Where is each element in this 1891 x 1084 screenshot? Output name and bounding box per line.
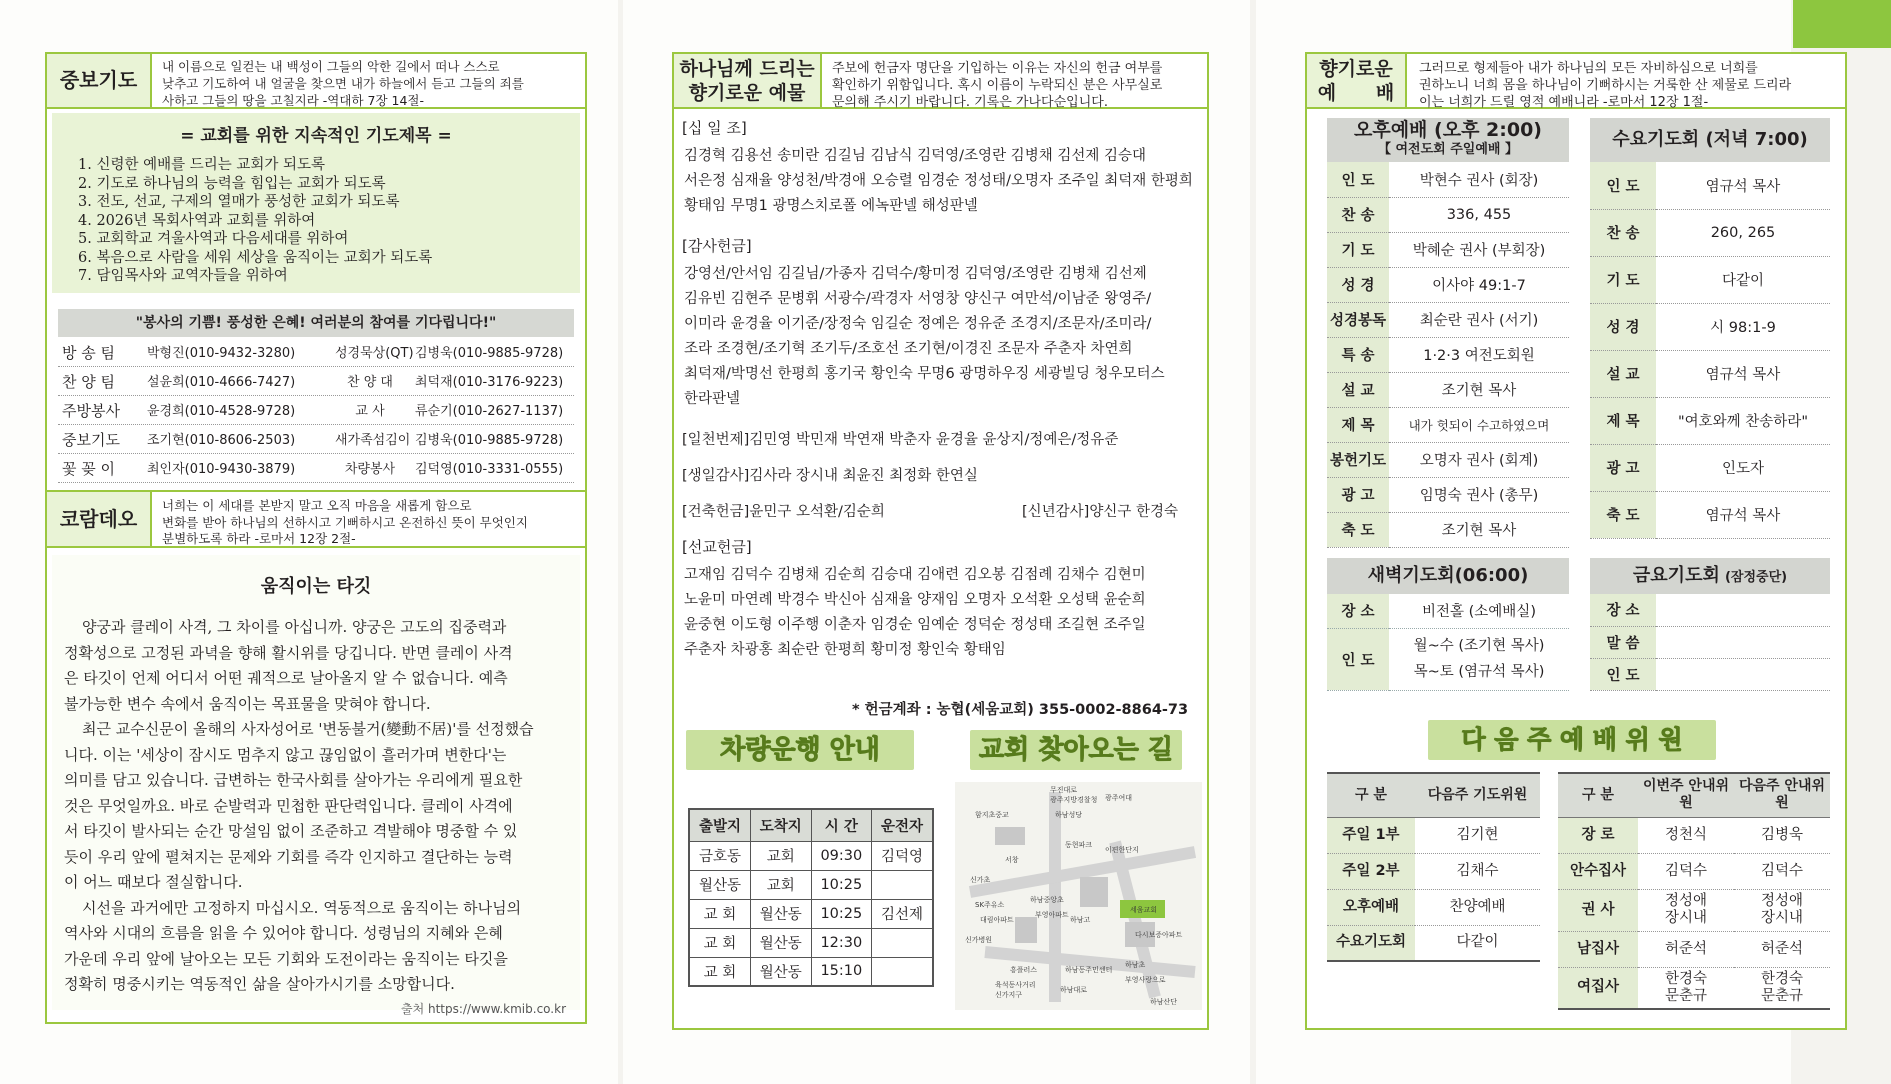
fri-role: 말 씀 [1590,626,1656,658]
worship-verse-1: 그러므로 형제들아 내가 하나님의 모든 자비하심으로 너희를 [1419,61,1758,76]
next-header-cell: 다음주 기도위원 [1415,773,1540,817]
fri-value [1656,626,1830,658]
service-role: 설 교 [1327,372,1389,407]
team-cell: 박형진(010-9432-3280) [147,346,296,361]
worship-title-1: 향기로운 [1319,58,1393,80]
article-line: 시선을 과거에만 고정하지 마십시오. 역동적으로 움직이는 하나님의 [82,898,522,917]
service-value: 임명숙 권사 (총무) [1389,477,1569,512]
offering-names: 황태임 무명1 광명스치로폴 에녹판넬 해성판넬 [684,198,978,214]
map-label: 부영사랑으로 [1125,976,1166,984]
prayer-item: 6. 복음으로 사람을 세워 세상을 움직이는 교회가 되도록 [78,249,433,266]
service-value: 내가 헛되이 수고하였으며 [1389,407,1569,442]
map-title: 교회 찾아오는 길 [970,730,1182,770]
bus-cell [872,957,933,986]
article-title: 움직이는 타깃 [260,576,372,597]
map-label: 부영아파트 [1035,911,1069,919]
prayer-item: 5. 교회학교 겨울사역과 다음세대를 위하여 [78,231,349,247]
article-source: 출처 https://www.kmib.co.kr [401,1002,566,1016]
bus-cell: 월산동 [689,870,750,899]
offering-names: 한라판넬 [684,391,741,407]
map-label: 하남대로 [1060,986,1088,994]
service-row [1590,350,1830,397]
coram-verse-3: 분별하도록 하라 -로마서 12장 2절- [162,531,356,546]
pm-title: 오후예배 (오후 2:00) [1354,119,1542,141]
next-row [1558,889,1830,931]
service-banner: "봉사의 기쁨! 풍성한 은혜! 여러분의 참여를 기다립니다!" [58,309,574,337]
map-label: 신가지구 [995,991,1023,999]
next-header-cell: 구 분 [1327,773,1415,817]
worship-header [1307,54,1845,109]
pray-title: 중보기도 [47,54,152,107]
offering-inline [1022,500,1178,521]
service-role: 성경봉독 [1327,302,1389,337]
next-row [1327,853,1540,889]
bus-cell: 교 회 [689,899,750,928]
dawn-place: 비전홀 (소예배실) [1389,594,1569,628]
offering-names: 조라 조경현/조기혁 조기두/조호선 조기현/이경진 조문자 주춘자 차연희 [684,341,1133,357]
next-name: 찬양예배 [1415,889,1540,925]
offering-names: 윤민구 오석환/김순희 [749,504,885,520]
service-role: 기 도 [1590,256,1656,303]
next-header-cell: 다음주 안내위원 [1734,773,1830,817]
fri-row [1590,594,1830,626]
service-role: 광 고 [1327,477,1389,512]
bus-row [689,928,933,957]
next-name: 김채수 [1415,853,1540,889]
fri-header [1590,558,1830,594]
article-line: 이 어느 때보다 절실합니다. [64,873,243,891]
service-value: 염규석 목사 [1656,162,1830,209]
map-label: 신가초 [970,876,991,884]
service-value: 336, 455 [1389,197,1569,232]
offering-section-label: [일천번제] [682,432,750,448]
coram-verse-1: 너희는 이 세대를 본받지 말고 오직 마음을 새롭게 함으로 [162,498,472,513]
bus-cell: 교회 [750,870,811,899]
pm-subtitle: 【 여전도회 주일예배 】 [1377,142,1519,157]
next-row [1558,931,1830,967]
bus-cell: 월산동 [750,899,811,928]
next-name: 정성애 장시내 [1638,889,1734,931]
map-label: 동현파크 [1065,841,1093,849]
team-cell: 새가족섬김이 [335,433,411,448]
offering-names: 강영선/안서임 김길님/가종자 김덕수/황미정 김덕영/조영란 김병채 김선제 [684,266,1147,282]
wed-table [1590,162,1830,539]
next-role: 장 로 [1558,817,1638,853]
map-label: 하남중앙초 [1030,896,1064,904]
fri-table [1590,594,1830,691]
service-value: 염규석 목사 [1656,350,1830,397]
next-name: 한경숙 문춘규 [1734,967,1830,1009]
next-role: 안수집사 [1558,853,1638,889]
fri-title: 금요기도회 [1632,565,1720,586]
map-label: 대림아파트 [980,916,1014,924]
map-label: 광주여대 [1105,794,1133,802]
bus-cell: 김덕영 [872,841,933,870]
offering-inline [682,500,885,521]
offering-notice-1: 주보에 헌금자 명단을 기입하는 이유는 자신의 헌금 여부를 [832,61,1163,76]
bus-cell: 월산동 [750,957,811,986]
next-row [1327,925,1540,961]
service-role: 제 목 [1590,397,1656,444]
bus-cell: 09:30 [811,841,871,870]
service-value: 박혜순 권사 (부회장) [1389,232,1569,267]
map-label: 세움교회 [1130,906,1158,914]
next-row [1327,817,1540,853]
team-cell: 성경묵상(QT) [335,346,414,361]
team-cell: 꽃 꽂 이 [62,460,116,478]
offering-names: 서은정 심재율 양성천/박경애 오승렬 임경순 정성태/오명자 조주일 최덕재 한평희 [684,173,1193,189]
offering-notice-3: 문의해 주시기 바랍니다. 기록은 가나다순입니다. [832,95,1108,110]
team-cell: 중보기도 [62,431,120,449]
bus-header-row [689,809,933,841]
team-cell: 교 사 [355,404,385,419]
offering-header [674,54,1207,109]
service-row [1590,397,1830,444]
next-name: 김덕수 [1638,853,1734,889]
service-row [1327,267,1569,302]
offering-names: 양신구 한경숙 [1089,504,1178,520]
offering-inline [682,428,1118,449]
service-value: 260, 265 [1656,209,1830,256]
service-row [1327,372,1569,407]
offering-names: 윤중현 이도형 이주행 이춘자 임경순 임예순 정덕순 정성태 조길현 조주일 [684,617,1146,633]
next-name: 다같이 [1415,925,1540,961]
prayer-item: 3. 전도, 선교, 구제의 열매가 풍성한 교회가 되도록 [78,194,400,210]
next-name: 김덕수 [1734,853,1830,889]
worship-verse-2: 권하노니 너희 몸을 하나님이 기뻐하시는 거룩한 산 제물로 드리라 [1419,78,1792,93]
next-left-table [1327,772,1540,962]
next-row [1558,967,1830,1009]
map-label: 흥플러스 [1010,966,1038,974]
service-role: 성 경 [1590,303,1656,350]
map-label: 서창 [1005,856,1019,864]
team-cell: 최덕재(010-3176-9223) [415,375,564,390]
team-cell: 김덕영(010-3331-0555) [415,462,564,477]
offering-title-1: 하나님께 드리는 [679,58,815,80]
offering-title [674,54,822,107]
service-row [1590,444,1830,491]
next-title: 다 음 주 예 배 위 원 [1428,720,1716,760]
offering-names: 김유빈 김현주 문병휘 서광수/곽경자 서영창 양신구 여만석/이남준 왕영주/ [684,291,1152,307]
map-label: 광주지방경찰청 [1050,796,1098,804]
dawn-lead-2: 목~토 (염규석 목사) [1413,664,1545,680]
team-divider [58,424,574,425]
next-role: 권 사 [1558,889,1638,931]
team-cell: 최인자(010-9430-3879) [147,462,296,477]
service-role: 성 경 [1327,267,1389,302]
service-row [1327,512,1569,547]
service-value: 오명자 권사 (회계) [1389,442,1569,477]
service-row [1590,491,1830,538]
next-right-table [1558,772,1830,1010]
next-role: 주일 2부 [1327,853,1415,889]
bus-cell: 교 회 [689,957,750,986]
offering-section-label: [생일감사] [682,468,750,484]
service-value: "여호와께 찬송하라" [1656,397,1830,444]
worship-title [1307,54,1407,107]
map-label: SK주유소 [975,901,1005,909]
article-line: 양궁과 클레이 사격, 그 차이를 아십니까. 양궁은 고도의 집중력과 [82,618,507,636]
map-label: 하남산단 [1150,998,1178,1006]
pray-verse-2: 낮추고 기도하여 내 얼굴을 찾으면 내가 하늘에서 듣고 그들의 죄를 [162,76,524,91]
next-name: 허준석 [1638,931,1734,967]
bus-header-cell: 시 간 [811,809,871,841]
service-row [1327,477,1569,512]
bus-header-cell: 도착지 [750,809,811,841]
service-value: 이사야 49:1-7 [1389,267,1569,302]
pray-header [47,54,585,109]
service-row [1327,197,1569,232]
bus-cell: 교 회 [689,928,750,957]
coram-header [47,490,585,548]
map-label: 무진대로 [1050,786,1078,794]
fri-note: (잠정중단) [1724,570,1788,585]
team-divider [58,453,574,454]
offering-names: 이미라 윤경율 이기준/장정숙 임길순 정예은 정유준 조경지/조문자/조미라/ [684,316,1152,332]
service-role: 제 목 [1327,407,1389,442]
pray-verse-1: 내 이름으로 일컫는 내 백성이 그들의 악한 길에서 떠나 스스로 [162,59,500,74]
next-row [1558,853,1830,889]
pm-header [1327,118,1569,162]
prayer-item: 7. 담임목사와 교역자들을 위하여 [78,268,288,284]
team-cell: 윤경희(010-4528-9728) [147,404,296,419]
next-role: 수요기도회 [1327,925,1415,961]
service-role: 특 송 [1327,337,1389,372]
team-cell: 찬 양 팀 [62,373,116,391]
bus-cell: 10:25 [811,899,871,928]
bus-cell: 10:25 [811,870,871,899]
team-divider [58,366,574,367]
next-name: 허준석 [1734,931,1830,967]
article-line: 불가능한 변수 속에서 움직이는 목표물을 맞혀야 합니다. [64,694,431,713]
pm-table [1327,162,1569,548]
bus-cell: 월산동 [750,928,811,957]
service-role: 광 고 [1590,444,1656,491]
offering-section-label: [신년감사] [1022,504,1090,520]
fri-value [1656,594,1830,626]
service-value: 염규석 목사 [1656,491,1830,538]
bus-cell: 12:30 [811,928,871,957]
worship-verse-3: 이는 너희가 드릴 영적 예배니라 -로마서 12장 1절- [1419,95,1709,110]
service-row [1590,303,1830,350]
team-divider [58,395,574,396]
prayer-item: 4. 2026년 목회사역과 교회를 위하여 [78,212,316,229]
offering-inline [682,464,978,485]
church-map [955,782,1202,1010]
dawn-header: 새벽기도회(06:00) [1327,558,1569,594]
fri-value [1656,658,1830,690]
map-label: 육석동사거리 [995,981,1036,989]
offering-names: 고재임 김덕수 김병채 김순희 김승대 김애련 김오봉 김점례 김채수 김현미 [684,567,1146,583]
offering-names: 노윤미 마연례 박경수 박신아 심재율 양재임 오명자 오석환 오성택 윤순희 [684,592,1146,608]
service-role: 인 도 [1327,162,1389,197]
offering-names: 최덕재/박명선 한평희 홍기국 황인숙 무명6 광명하우징 세광빌딩 청우모터스 [684,366,1165,382]
account-info: * 헌금계좌 : 농협(세움교회) 355-0002-8864-73 [852,702,1189,718]
next-name: 한경숙 문춘규 [1638,967,1734,1009]
corner-accent [1793,0,1891,48]
bus-title: 차량운행 안내 [686,730,914,770]
article-line: 서 타깃이 발사되는 순간 망설임 없이 조준하고 격발해야 명중할 수 있 [64,822,518,840]
next-row [1327,889,1540,925]
bus-cell [872,870,933,899]
prayer-item: 1. 신령한 예배를 드리는 교회가 되도록 [78,157,325,173]
dawn-place-label: 장 소 [1327,594,1389,628]
service-value: 조기현 목사 [1389,512,1569,547]
fri-role: 인 도 [1590,658,1656,690]
next-header-row [1558,773,1830,817]
next-name: 김기현 [1415,817,1540,853]
wed-header: 수요기도회 (저녁 7:00) [1590,118,1830,162]
bus-table [688,808,934,987]
service-role: 봉헌기도 [1327,442,1389,477]
next-row [1558,817,1830,853]
bus-row [689,899,933,928]
offering-section-label: [십 일 조] [682,119,747,137]
bus-header-cell: 운전자 [872,809,933,841]
article-line: 듯이 우리 앞에 펼쳐지는 문제와 기회를 즉각 인지하고 결단하는 능력 [64,847,513,866]
team-cell: 조기현(010-8606-2503) [147,433,296,448]
service-role: 인 도 [1590,162,1656,209]
fri-row [1590,658,1830,690]
offering-names: 김경혁 김용선 송미란 김길님 김남식 김덕영/조영란 김병채 김선제 김승대 [684,148,1146,164]
team-cell: 김병욱(010-9885-9728) [415,433,564,448]
service-value: 인도자 [1656,444,1830,491]
bus-cell: 교회 [750,841,811,870]
service-role: 축 도 [1590,491,1656,538]
article-line: 정확성으로 고정된 과녁을 향해 활시위를 당깁니다. 반면 클레이 사격 [64,643,513,662]
offering-names: 김사라 장시내 최윤진 최정화 한연실 [749,468,978,484]
map-label: 하남고 [1070,916,1091,924]
coram-title: 코람데오 [47,492,152,546]
prayer-heading: = 교회를 위한 지속적인 기도제목 = [180,126,452,146]
team-cell: 김병욱(010-9885-9728) [415,346,564,361]
offering-title-2: 향기로운 예물 [688,82,806,104]
next-name: 정성애 장시내 [1734,889,1830,931]
offering-section-label: [선교헌금] [682,538,752,556]
team-cell: 찬 양 대 [347,375,393,390]
map-label: 신가병원 [965,936,993,944]
bus-cell: 15:10 [811,957,871,986]
service-value: 다같이 [1656,256,1830,303]
team-cell: 주방봉사 [62,402,120,420]
service-role: 설 교 [1590,350,1656,397]
offering-section-label: [감사헌금] [682,237,752,255]
coram-verse-2: 변화를 받아 하나님의 선하시고 기뻐하시고 온전하신 뜻이 무엇인지 [162,515,528,530]
map-label: 다시보증아파트 [1135,931,1183,939]
article-line: 최근 교수신문이 올해의 사자성어로 '변동불거(變動不居)'를 선정했습 [82,720,534,738]
service-value: 1·2·3 여전도회원 [1389,337,1569,372]
service-row [1327,407,1569,442]
pray-verse-3: 사하고 그들의 땅을 고칠지라 -역대하 7장 14절- [162,93,424,108]
next-role: 주일 1부 [1327,817,1415,853]
next-name: 김병욱 [1734,817,1830,853]
bus-header-cell: 출발지 [689,809,750,841]
article-line: 은 타깃이 언제 어디서 어떤 궤적으로 날아올지 알 수 없습니다. 예측 [64,669,508,687]
service-value: 시 98:1-9 [1656,303,1830,350]
service-row [1327,442,1569,477]
offering-names: 주춘자 차광홍 최순란 한평희 황미정 황인숙 황태임 [684,642,1006,658]
dawn-lead-1: 월~수 (조기현 목사) [1413,638,1545,654]
service-row [1327,337,1569,372]
article-line: 것은 무엇일까요. 바로 순발력과 민첩한 판단력입니다. 클레이 사격에 [64,796,513,815]
next-header-row [1327,773,1540,817]
map-label: 이편한단지 [1105,846,1139,854]
service-role: 축 도 [1327,512,1389,547]
offering-notice-2: 확인하기 위함입니다. 혹시 이름이 누락되신 분은 사무실로 [832,78,1163,93]
team-cell: 설윤희(010-4666-7427) [147,375,296,390]
bus-row [689,841,933,870]
map-label: 함지초중교 [975,811,1009,819]
next-name: 정천식 [1638,817,1734,853]
bus-cell [872,928,933,957]
map-label: 하남동주민센터 [1065,966,1113,974]
fri-role: 장 소 [1590,594,1656,626]
dawn-table [1327,594,1569,691]
worship-title-2: 예 배 [1317,82,1395,104]
service-row [1590,209,1830,256]
team-divider [58,482,574,483]
next-header-cell: 이번주 안내위원 [1638,773,1734,817]
next-role: 여집사 [1558,967,1638,1009]
team-cell: 류순기(010-2627-1137) [415,404,564,419]
service-role: 찬 송 [1590,209,1656,256]
service-row [1327,232,1569,267]
team-cell: 방 송 팀 [62,344,116,362]
offering-section-label: [건축헌금] [682,504,750,520]
service-row [1327,302,1569,337]
next-header-cell: 구 분 [1558,773,1638,817]
service-value: 박현수 권사 (회장) [1389,162,1569,197]
service-role: 찬 송 [1327,197,1389,232]
map-label: 하남성당 [1055,811,1083,819]
bus-cell: 김선제 [872,899,933,928]
dawn-lead-label: 인 도 [1327,628,1389,690]
article-line: 의미를 담고 있습니다. 급변하는 한국사회를 살아가는 우리에게 필요한 [64,771,523,789]
service-row [1327,162,1569,197]
fri-row [1590,626,1830,658]
next-role: 남집사 [1558,931,1638,967]
service-role: 기 도 [1327,232,1389,267]
service-row [1590,162,1830,209]
bus-row [689,870,933,899]
map-svg [955,782,1202,1010]
map-label: 하남초 [1125,961,1146,969]
article-line: 정확히 명중시키는 역동적인 삶을 살아가시기를 소망합니다. [64,975,455,993]
bus-cell: 금호동 [689,841,750,870]
team-cell: 차량봉사 [344,462,396,477]
service-row [1590,256,1830,303]
service-value: 최순란 권사 (서기) [1389,302,1569,337]
next-role: 오후예배 [1327,889,1415,925]
bus-row [689,957,933,986]
article-line: 역사와 시대의 흐름을 읽을 수 있어야 합니다. 성령님의 지혜와 은혜 [64,924,503,942]
article-line: 니다. 이는 '세상이 잠시도 멈추지 않고 끊임없이 흘러가며 변한다'는 [64,745,507,764]
service-value: 조기현 목사 [1389,372,1569,407]
article-line: 가운데 우리 앞에 날아오는 모든 기회와 도전이라는 움직이는 타깃을 [64,949,508,968]
prayer-item: 2. 기도로 하나님의 능력을 힘입는 교회가 되도록 [78,175,386,192]
offering-names: 김민영 박민재 박연재 박춘자 윤경율 윤상지/정예은/정유준 [749,432,1119,448]
